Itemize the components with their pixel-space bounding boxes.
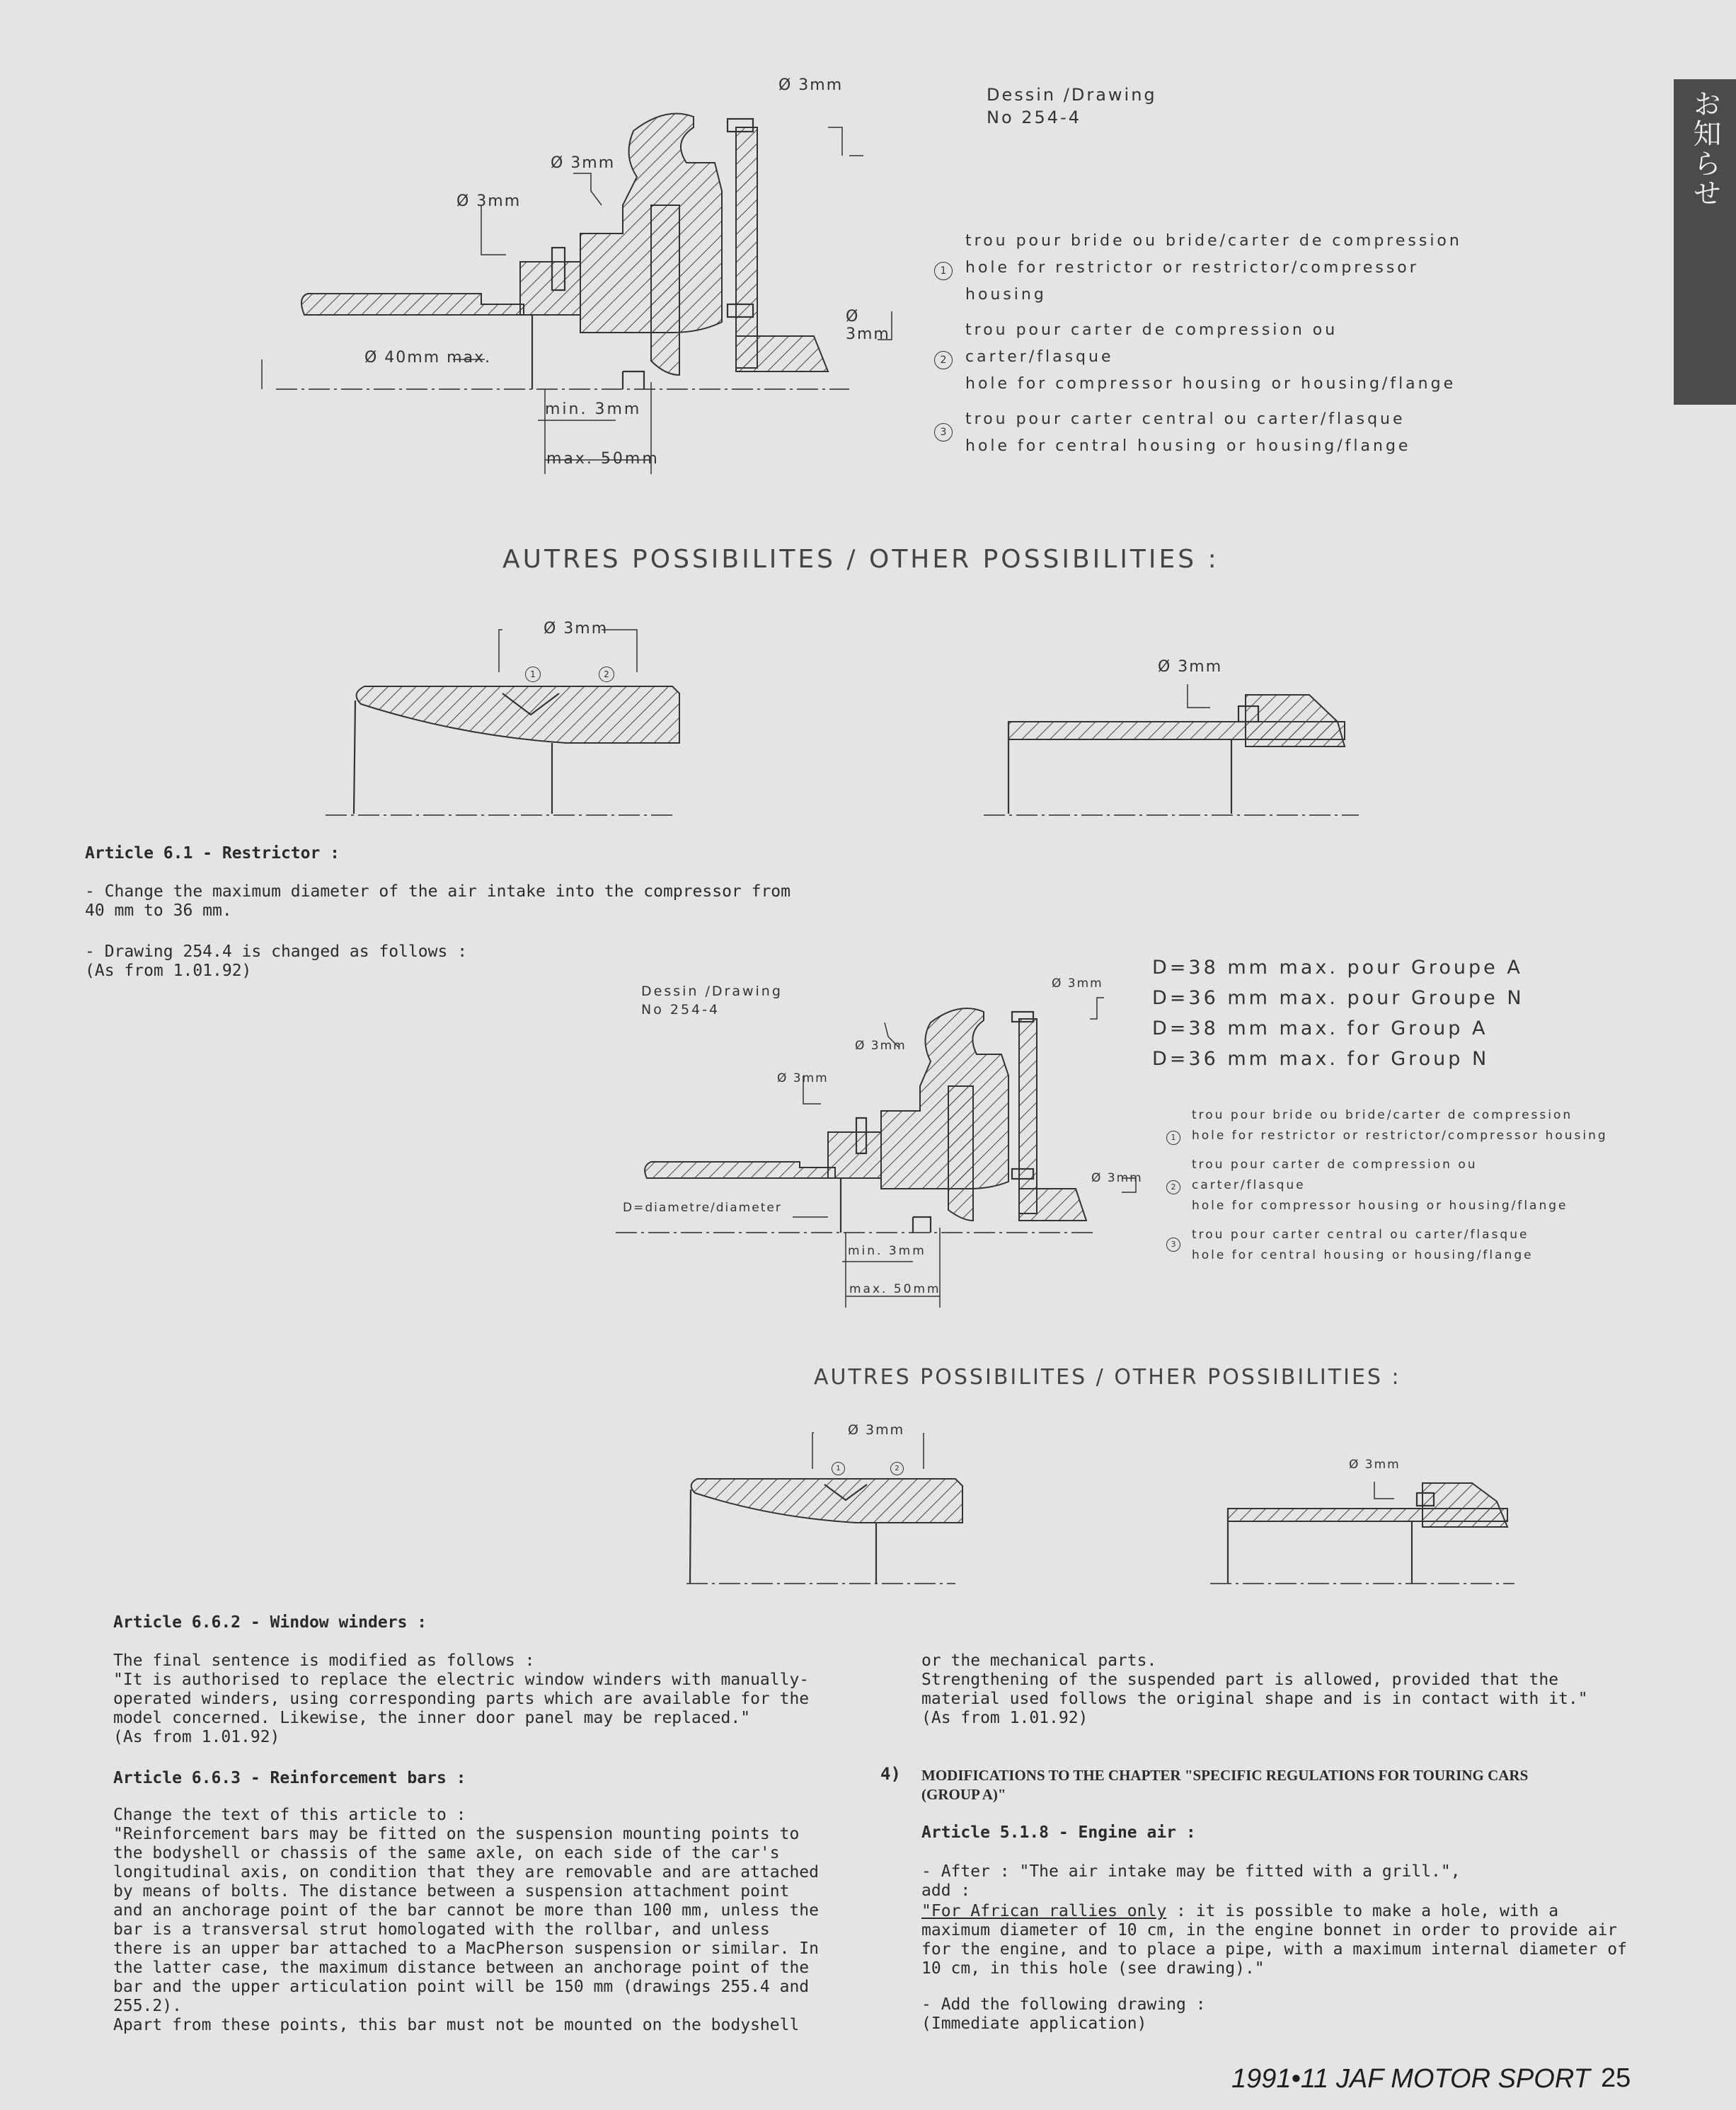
legend2-item-2 [1161,1155,1642,1216]
callout-left-diameter-2-2: Ø 3mm [855,1039,907,1053]
legend-marker-2: 2 [934,351,953,369]
legend2-marker-2: 2 [1166,1180,1180,1194]
african-rallies-underlined: "For African rallies only [921,1902,1167,1920]
legend-marker-1: 1 [934,262,953,280]
drawing-254-4-original [269,71,906,488]
alt1-callout-single: Ø 3mm [1158,658,1223,676]
alt-drawings-1 [318,616,1380,828]
footer-publication: 1991•11 JAF MOTOR SPORT [1231,2064,1590,2094]
callout-top-diameter: Ø 3mm [778,76,844,94]
add-drawing-note: - Add the following drawing : (Immediate application) [921,1995,1206,2033]
legend-en-2: hole for compressor housing or housing/flange [965,375,1456,393]
drawing1-title-line1: Dessin /Drawing [987,85,1157,105]
article-6-1-para2: - Drawing 254.4 is changed as follows : (As from 1.01.92) [85,942,468,980]
legend2-fr-1: trou pour bride ou bride/carter de compression [1192,1108,1573,1122]
article-6-1-heading: Article 6.1 - Restrictor : [85,844,340,863]
legend-item-3 [929,406,1509,460]
legend-marker-3: 3 [934,423,953,442]
side-tab [1674,79,1736,405]
d-value-1: D=38 mm max. pour Groupe A [1152,957,1523,979]
legend2-en-2: hole for compressor housing or housing/flange [1192,1199,1568,1213]
callout-right-diameter-2: Ø 3mm [1091,1171,1143,1185]
drawing-254-4-revised [616,976,1161,1316]
turbo-housing-section-figure [269,71,906,488]
dim-inlet-diameter: Ø 40mm max. [364,349,492,367]
legend-fr-1: trou pour bride ou bride/carter de compression [965,232,1462,250]
alt2-callout-pair: Ø 3mm [848,1422,905,1438]
footer-page-number: 25 [1601,2063,1631,2093]
legend-item-2 [929,317,1509,398]
legend2-marker-1: 1 [1166,1131,1180,1145]
section-4-heading: MODIFICATIONS TO THE CHAPTER "SPECIFIC REGULATIONS FOR TOURING CARS (GROUP A)" [921,1767,1529,1803]
article-5-1-8-african [921,1902,1629,1978]
callout-left-diameter-1: Ø 3mm [456,192,522,210]
article-6-6-2-body: The final sentence is modified as follows : "It is authorised to replace the electric window winders with manually- operated winders, using corresponding parts which are available for the model concerned. Likewise, the inner door panel may be replaced." (As from 1.01.92) [113,1651,810,1746]
alt2-callout-single: Ø 3mm [1349,1458,1401,1472]
drawing1-legend [929,228,1509,460]
article-5-1-8-heading: Article 5.1.8 - Engine air : [921,1823,1196,1842]
d-values [1152,952,1524,1074]
side-tab-label: お知らせ [1689,89,1721,208]
alt-variants-figure-1 [318,616,1380,828]
right-column-continuation: or the mechanical parts. Strengthening of the suspended part is allowed, provided that the material used follows the original shape and is in contact with it." (As from 1.01.92) [921,1651,1588,1727]
legend2-fr-2: trou pour carter de compression ou carter/flasque [1192,1158,1478,1192]
drawing2-title-line1: Dessin /Drawing [641,984,783,999]
drawing2-title-line2: No 254-4 [641,1002,720,1017]
other-possibilities-heading-1: AUTRES POSSIBILITES / OTHER POSSIBILITIES : [502,545,1219,574]
legend2-en-3: hole for central housing or housing/flange [1192,1248,1534,1262]
article-6-6-3-body: Change the text of this article to : "Reinforcement bars may be fitted on the suspension mounting points to the bodyshell or chassis of the same axle, on each side of the car's longitudinal axis, on condition that they are removable and are attached by means of bolts. The distance between a suspension attachment point and an anchorage point of the bar cannot be more than 100 mm, unless the bar is a transversal strut homologated with the rollbar, and unless there is an upper bar attached to a MacPherson suspension or similar. In the latter case, the maximum distance between an anchorage point of the bar and the upper articulation point will be 150 mm (drawings 255.4 and 255.2). Apart from these points, this bar must not be mounted on the bodyshell [113,1806,819,2034]
drawing1-title-line2: No 254-4 [987,108,1082,127]
article-5-1-8-after: - After : "The air intake may be fitted with a grill.", add : [921,1862,1461,1900]
dim-max-50mm-2: max. 50mm [849,1282,941,1296]
drawing2-legend [1161,1105,1642,1266]
legend-fr-2: trou pour carter de compression ou carter/flasque [965,321,1338,366]
callout-left-diameter-2: Ø 3mm [551,154,616,172]
legend-item-1 [929,228,1509,309]
dim-max-50mm: max. 50mm [546,450,660,468]
article-6-6-3-heading: Article 6.6.3 - Reinforcement bars : [113,1769,466,1787]
legend-en-3: hole for central housing or housing/flange [965,437,1411,455]
legend-en-1: hole for restrictor or restrictor/compressor housing [965,259,1419,304]
african-rallies-text: : it is possible to make a hole, with a maximum diameter of 10 cm, in the engine bonnet in order to provide air for the engine, and to place a pipe, with a maximum internal diameter of 10 cm, in this hole (see drawing)." [921,1902,1627,1978]
article-6-1-para1: - Change the maximum diameter of the air intake into the compressor from 40 mm to 36 mm. [85,882,791,920]
legend2-fr-3: trou pour carter central ou carter/flasque [1192,1228,1529,1242]
alt1-marker-2: 2 [599,667,614,682]
alt2-marker-1: 1 [832,1462,845,1475]
alt-drawings-2 [665,1422,1550,1599]
callout-right-diameter: Ø 3mm [846,308,890,343]
other-possibilities-heading-2: AUTRES POSSIBILITES / OTHER POSSIBILITIES : [814,1365,1401,1390]
drawing1-title [987,83,1157,129]
d-value-3: D=38 mm max. for Group A [1152,1017,1488,1039]
legend-fr-3: trou pour carter central ou carter/flasque [965,410,1406,428]
alt1-callout-pair: Ø 3mm [544,620,609,638]
alt1-marker-1: 1 [525,667,541,682]
section-4-number: 4) [880,1764,901,1784]
callout-left-diameter-2-1: Ø 3mm [777,1071,829,1085]
legend2-item-3 [1161,1225,1642,1266]
dim-d-diameter: D=diametre/diameter [623,1201,782,1215]
legend2-en-1: hole for restrictor or restrictor/compressor housing [1192,1129,1608,1143]
article-6-6-2-heading: Article 6.6.2 - Window winders : [113,1613,427,1632]
turbo-housing-section-figure-revised [616,976,1161,1316]
dim-min-3mm: min. 3mm [545,400,642,418]
legend2-marker-3: 3 [1166,1238,1180,1252]
alt-variants-figure-2 [665,1422,1550,1599]
alt2-marker-2: 2 [890,1462,904,1475]
callout-top-diameter-2: Ø 3mm [1052,976,1103,991]
d-value-2: D=36 mm max. pour Groupe N [1152,987,1524,1009]
dim-min-3mm-2: min. 3mm [848,1244,926,1258]
legend2-item-1 [1161,1105,1642,1146]
d-value-4: D=36 mm max. for Group N [1152,1048,1490,1070]
